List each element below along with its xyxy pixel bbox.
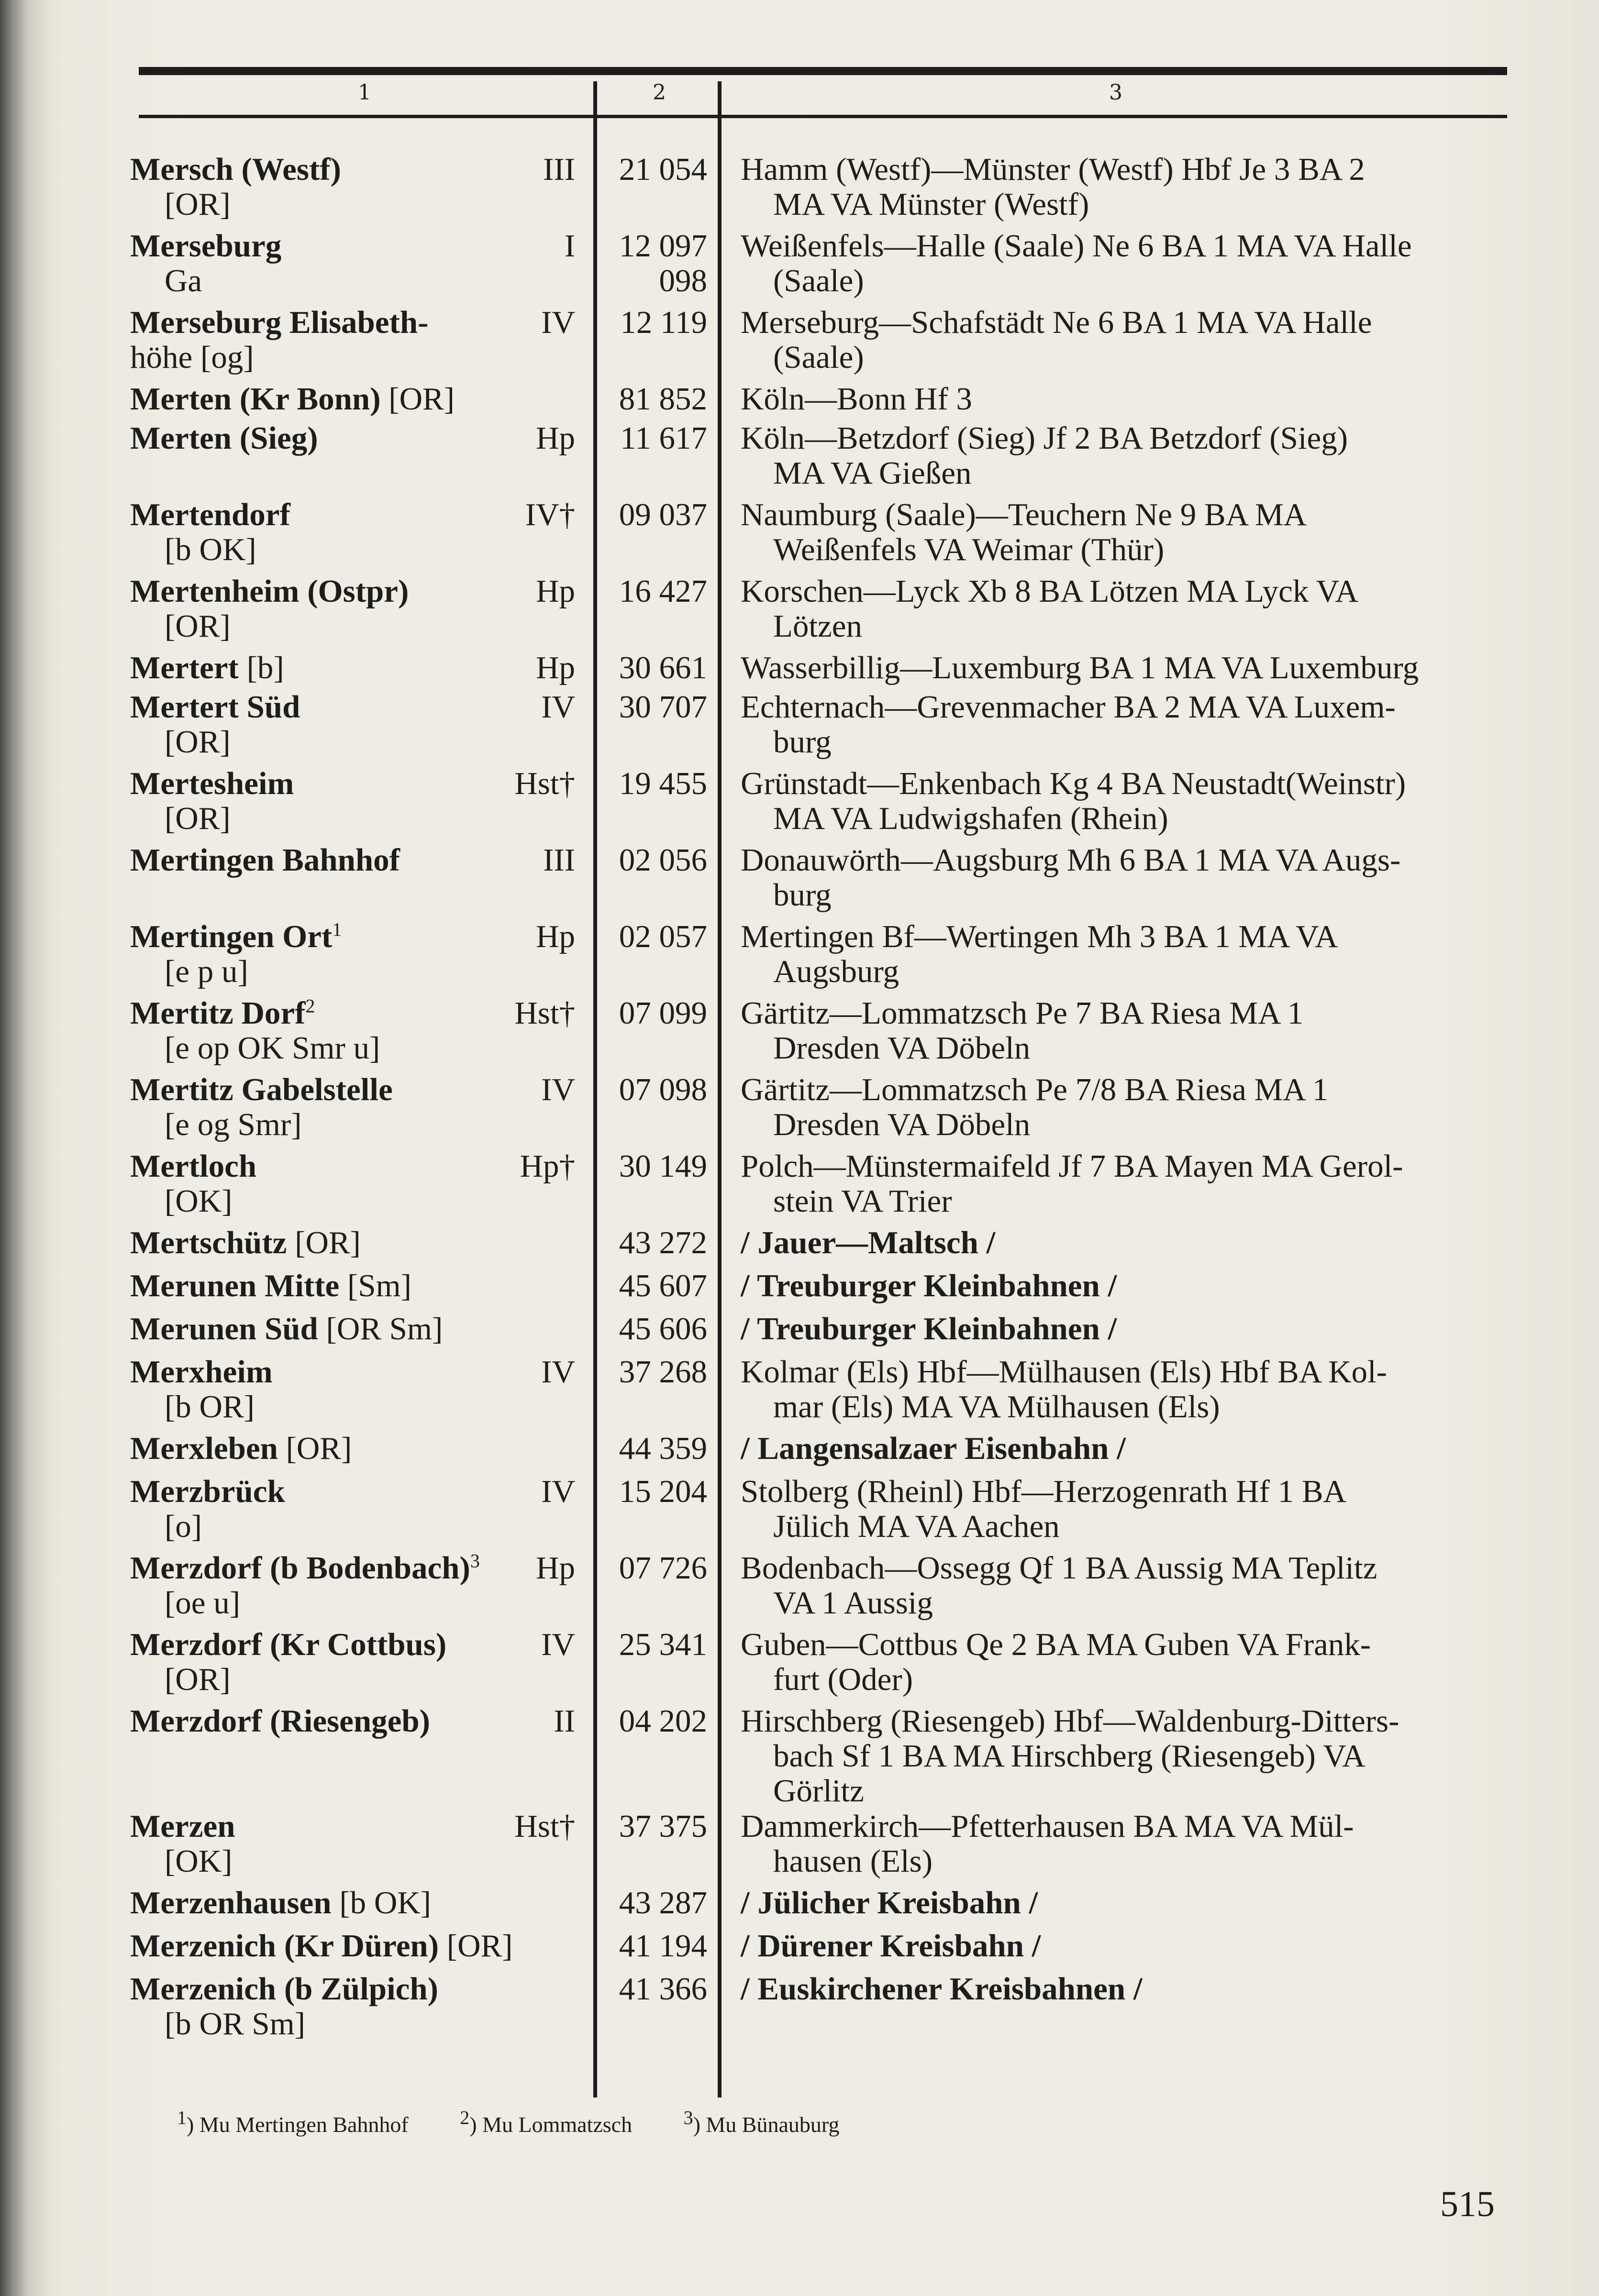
station-name: Merzen [130, 1809, 235, 1844]
route-line: Stolberg (Rheinl) Hbf—Herzogenrath Hf 1 BA [741, 1474, 1346, 1509]
station-code: 30 661 [619, 650, 707, 685]
station-name: Merseburg Elisabeth- [130, 305, 429, 340]
station-name: Merzenich (Kr Düren) [130, 1928, 439, 1964]
route-line: MA VA Gießen [773, 455, 972, 491]
footnote-2: $^2$) Mu Lommatzsch [460, 2107, 633, 2137]
station-name-cell [130, 843, 613, 878]
route-description [741, 305, 1507, 375]
station-note: [OR] [165, 801, 231, 836]
station-name: Merseburg [130, 228, 282, 264]
route-line: Dammerkirch—Pfetterhausen BA MA VA Mül- [741, 1809, 1354, 1844]
station-name: Mertert Süd [130, 689, 300, 725]
station-suffix: [OR Sm] [326, 1311, 443, 1347]
station-code: 43 287 [619, 1885, 707, 1921]
station-name: Mertenheim (Ostpr) [130, 574, 409, 609]
route-description [741, 421, 1507, 491]
route-line: / Euskirchener Kreisbahnen / [741, 1971, 1143, 2007]
route-line: Köln—Bonn Hf 3 [741, 381, 972, 417]
station-name: Merzenich (b Zülpich) [130, 1971, 438, 2007]
footnote-mark: 2 [305, 995, 315, 1017]
station-name: Merzdorf (Riesengeb) [130, 1703, 430, 1739]
station-code: 44 359 [619, 1431, 707, 1466]
route-description [741, 382, 1507, 417]
route-line: Augsburg [773, 954, 899, 989]
route-description [741, 1072, 1507, 1142]
station-code: 37 375 [619, 1809, 707, 1844]
route-description [741, 1704, 1507, 1809]
route-line: Mertingen Bf—Wertingen Mh 3 BA 1 MA VA [741, 919, 1338, 954]
station-name-cell [130, 1269, 613, 1303]
station-class: Hp [536, 420, 575, 456]
route-description [741, 1551, 1507, 1621]
station-name: Merzdorf (b Bodenbach) [130, 1550, 470, 1586]
station-code-secondary: 098 [659, 263, 707, 298]
route-line: / Dürener Kreisbahn / [741, 1928, 1041, 1964]
station-note: [e op OK Smr u] [165, 1030, 380, 1066]
footnote-mark: 1 [332, 918, 342, 940]
route-line: furt (Oder) [773, 1662, 913, 1697]
station-code: 43 272 [619, 1225, 707, 1260]
station-code: 04 202 [619, 1703, 707, 1739]
station-note: [OR] [165, 187, 231, 222]
station-name: Mertert [130, 650, 239, 685]
station-note: [o] [165, 1509, 202, 1544]
header-rule [139, 115, 1507, 118]
route-description [741, 1627, 1507, 1697]
station-note: [oe u] [165, 1585, 241, 1621]
column-header-1: 1 [358, 80, 371, 105]
station-name: Merunen Mitte [130, 1268, 340, 1303]
route-description [741, 843, 1507, 913]
route-description [741, 1149, 1507, 1219]
station-name: Mertendorf [130, 497, 290, 532]
station-code: 45 606 [619, 1311, 707, 1347]
route-description [741, 229, 1507, 298]
station-code: 45 607 [619, 1268, 707, 1303]
station-code: 25 341 [619, 1627, 707, 1662]
station-name: Merten (Kr Bonn) [130, 381, 381, 417]
station-class: Hp [536, 1550, 575, 1586]
route-line: / Langensalzaer Eisenbahn / [741, 1431, 1126, 1466]
station-note: höhe [og] [130, 340, 254, 375]
station-suffix: [OR] [286, 1431, 352, 1466]
station-class: IV [541, 1474, 575, 1509]
route-line: Polch—Münstermaifeld Jf 7 BA Mayen MA Gerol- [741, 1148, 1403, 1184]
station-name: Mersch (Westf) [130, 152, 341, 187]
route-line: Gärtitz—Lommatzsch Pe 7 BA Riesa MA 1 [741, 995, 1304, 1031]
station-class: IV [541, 305, 575, 340]
station-code: 41 194 [619, 1928, 707, 1964]
station-suffix: [OR] [446, 1928, 513, 1964]
station-name: Merzbrück [130, 1474, 285, 1509]
station-class: IV [541, 689, 575, 725]
route-description [741, 651, 1507, 685]
station-name-cell [130, 1704, 613, 1739]
station-code: 15 204 [619, 1474, 707, 1509]
footnote-mark: 3 [470, 1550, 480, 1572]
route-line: Jülich MA VA Aachen [773, 1509, 1060, 1544]
station-class: I [564, 228, 575, 264]
station-name: Mertitz Gabelstelle [130, 1072, 393, 1107]
station-name-cell [130, 1929, 613, 1964]
route-line: (Saale) [773, 263, 864, 298]
station-class: Hp [536, 919, 575, 954]
route-line: Weißenfels—Halle (Saale) Ne 6 BA 1 MA VA Halle [741, 228, 1412, 264]
footnotes [177, 2107, 885, 2137]
station-code: 37 268 [619, 1354, 707, 1390]
station-code: 16 427 [619, 574, 707, 609]
route-line: Weißenfels VA Weimar (Thür) [773, 532, 1165, 567]
route-description [741, 152, 1507, 222]
route-line: Görlitz [773, 1773, 864, 1809]
route-line: Kolmar (Els) Hbf—Mülhausen (Els) Hbf BA Kol- [741, 1354, 1387, 1390]
route-line: Korschen—Lyck Xb 8 BA Lötzen MA Lyck VA [741, 574, 1358, 609]
route-description [741, 1809, 1507, 1879]
route-description [741, 919, 1507, 989]
route-description [741, 574, 1507, 644]
route-line: MA VA Münster (Westf) [773, 187, 1089, 222]
route-line: burg [773, 877, 832, 913]
station-name: Merunen Süd [130, 1311, 318, 1347]
station-code: 21 054 [619, 152, 707, 187]
station-code: 30 149 [619, 1148, 707, 1184]
route-description [741, 1886, 1507, 1921]
route-line: Köln—Betzdorf (Sieg) Jf 2 BA Betzdorf (Sieg) [741, 420, 1348, 456]
route-line: / Treuburger Kleinbahnen / [741, 1268, 1117, 1303]
route-line: burg [773, 724, 832, 760]
station-suffix: [OR] [295, 1225, 361, 1260]
station-class: III [543, 842, 575, 878]
station-name: Mertingen Ort [130, 919, 333, 954]
route-description [741, 1431, 1507, 1466]
station-code: 12 097 098 [604, 229, 707, 298]
station-name: Merzdorf (Kr Cottbus) [130, 1627, 447, 1662]
station-class: II [554, 1703, 575, 1739]
station-code: 07 098 [619, 1072, 707, 1107]
station-name-cell [130, 1431, 613, 1466]
station-name-cell [130, 1225, 613, 1260]
station-class: Hst† [514, 995, 575, 1031]
route-description [741, 766, 1507, 836]
route-line: Bodenbach—Ossegg Qf 1 BA Aussig MA Teplitz [741, 1550, 1377, 1586]
station-note: [OK] [165, 1843, 233, 1879]
route-line: Dresden VA Döbeln [773, 1030, 1031, 1066]
route-description [741, 1972, 1507, 2007]
route-line: Dresden VA Döbeln [773, 1107, 1031, 1142]
column-header-2: 2 [653, 80, 666, 105]
station-name-cell [130, 1886, 613, 1921]
route-description [741, 690, 1507, 760]
station-name-cell [130, 1312, 613, 1347]
station-note: [e p u] [165, 954, 248, 989]
station-name: Merxheim [130, 1354, 273, 1390]
route-line: Guben—Cottbus Qe 2 BA MA Guben VA Frank- [741, 1627, 1371, 1662]
station-note: [OR] [165, 608, 231, 644]
station-name: Mertesheim [130, 766, 294, 801]
station-name-cell [130, 1972, 613, 2042]
station-class: IV [541, 1354, 575, 1390]
station-note: Ga [165, 263, 202, 298]
station-code: 09 037 [619, 497, 707, 532]
station-name: Mertingen Bahnhof [130, 842, 400, 878]
route-line: Gärtitz—Lommatzsch Pe 7/8 BA Riesa MA 1 [741, 1072, 1329, 1107]
footnote-1: $^1$) Mu Mertingen Bahnhof [177, 2107, 409, 2137]
station-class: IV† [525, 497, 575, 532]
station-name: Mertloch [130, 1148, 257, 1184]
route-line: hausen (Els) [773, 1843, 933, 1879]
route-description [741, 1312, 1507, 1347]
route-line: stein VA Trier [773, 1183, 952, 1219]
route-line: Grünstadt—Enkenbach Kg 4 BA Neustadt(Weinstr) [741, 766, 1406, 801]
route-line: Hirschberg (Riesengeb) Hbf—Waldenburg-Ditters- [741, 1703, 1399, 1739]
route-line: Hamm (Westf)—Münster (Westf) Hbf Je 3 BA 2 [741, 152, 1365, 187]
route-line: Wasserbillig—Luxemburg BA 1 MA VA Luxemburg [741, 650, 1419, 685]
route-line: mar (Els) MA VA Mülhausen (Els) [773, 1389, 1220, 1424]
station-class: IV [541, 1072, 575, 1107]
station-class: Hp† [520, 1148, 575, 1184]
station-note: [OK] [165, 1183, 233, 1219]
station-suffix: [b OK] [339, 1885, 431, 1921]
station-note: [OR] [165, 724, 231, 760]
station-code: 02 056 [619, 842, 707, 878]
station-note: [b OR Sm] [165, 2006, 306, 2042]
page-number: 515 [1440, 2184, 1495, 2224]
station-code: 81 852 [619, 381, 707, 417]
station-name: Merten (Sieg) [130, 420, 318, 456]
route-line: Lötzen [773, 608, 863, 644]
route-description [741, 1225, 1507, 1260]
station-class: III [543, 152, 575, 187]
station-class: Hp [536, 650, 575, 685]
route-line: / Jauer—Maltsch / [741, 1225, 996, 1260]
route-line: Echternach—Grevenmacher BA 2 MA VA Luxem- [741, 689, 1396, 725]
route-line: bach Sf 1 BA MA Hirschberg (Riesengeb) VA [773, 1738, 1366, 1774]
route-line: Merseburg—Schafstädt Ne 6 BA 1 MA VA Halle [741, 305, 1372, 340]
station-name: Merxleben [130, 1431, 278, 1466]
route-description [741, 1474, 1507, 1544]
route-description [741, 1269, 1507, 1303]
station-note: [b OR] [165, 1389, 255, 1424]
route-line: / Jülicher Kreisbahn / [741, 1885, 1038, 1921]
route-description [741, 1355, 1507, 1424]
route-description [741, 497, 1507, 567]
station-name: Merzenhausen [130, 1885, 332, 1921]
station-name-cell [130, 152, 613, 222]
footnote-3: $^3$) Mu Bünauburg [683, 2107, 840, 2137]
station-class: Hst† [514, 1809, 575, 1844]
station-class: IV [541, 1627, 575, 1662]
top-rule [139, 67, 1507, 75]
station-note: [b OK] [165, 532, 256, 567]
route-line: (Saale) [773, 340, 864, 375]
route-line: MA VA Ludwigshafen (Rhein) [773, 801, 1168, 836]
station-suffix: [b] [246, 650, 284, 685]
station-code: 30 707 [619, 689, 707, 725]
station-code: 07 726 [619, 1550, 707, 1586]
route-line: / Treuburger Kleinbahnen / [741, 1311, 1117, 1347]
station-name: Mertschütz [130, 1225, 287, 1260]
station-code: 11 617 [620, 420, 707, 456]
column-divider-2 [718, 81, 722, 2097]
station-code: 19 455 [619, 766, 707, 801]
station-suffix: [Sm] [347, 1268, 411, 1303]
station-code: 07 099 [619, 995, 707, 1031]
station-code: 12 119 [620, 305, 707, 340]
route-line: VA 1 Aussig [773, 1585, 933, 1621]
route-line: Naumburg (Saale)—Teuchern Ne 9 BA MA [741, 497, 1307, 532]
station-note: [e og Smr] [165, 1107, 302, 1142]
route-description [741, 1929, 1507, 1964]
station-class: Hp [536, 574, 575, 609]
station-class: Hst† [514, 766, 575, 801]
station-code: 41 366 [619, 1971, 707, 2007]
column-header-3: 3 [1109, 80, 1122, 105]
station-name: Mertitz Dorf [130, 995, 306, 1031]
station-name-cell [130, 229, 613, 298]
station-note: [OR] [165, 1662, 231, 1697]
station-code: 02 057 [619, 919, 707, 954]
route-line: Donauwörth—Augsburg Mh 6 BA 1 MA VA Augs- [741, 842, 1401, 878]
route-description [741, 996, 1507, 1066]
station-suffix: [OR] [389, 381, 455, 417]
station-name-cell [130, 382, 613, 417]
